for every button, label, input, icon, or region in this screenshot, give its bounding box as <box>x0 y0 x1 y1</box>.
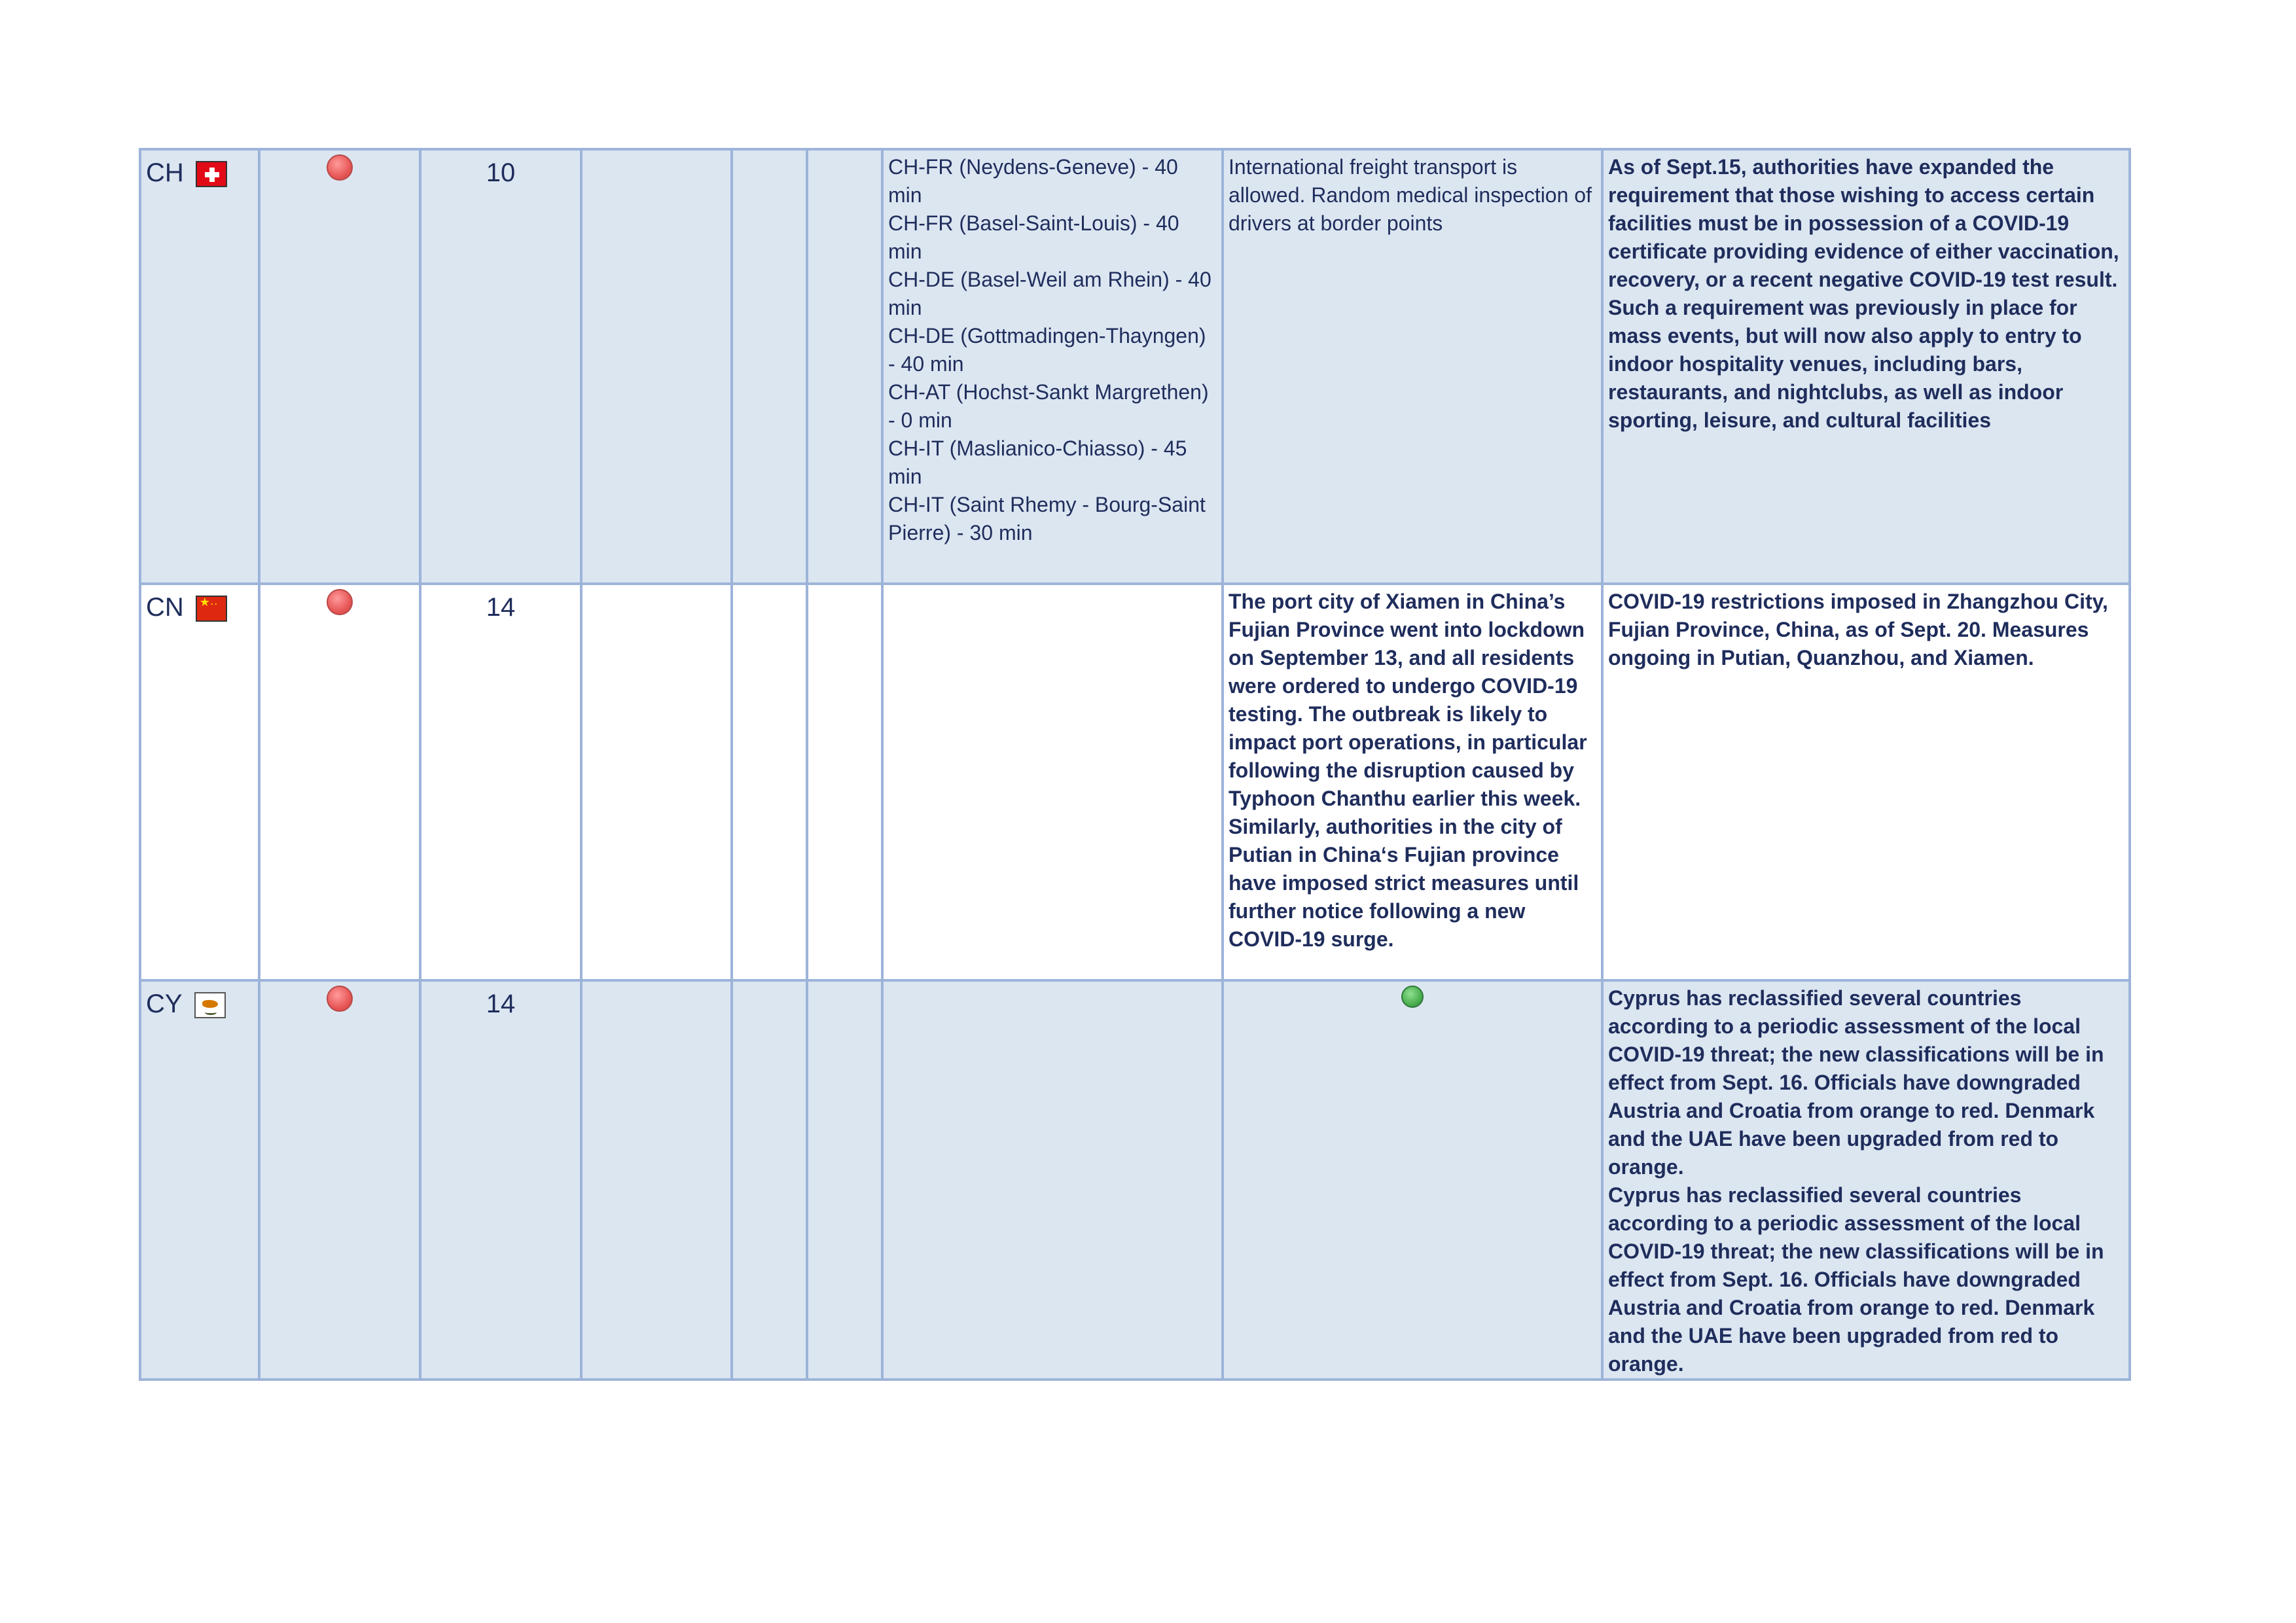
border-crossings-cell <box>882 584 1223 980</box>
freight-info-text: The port city of Xiamen in China’s Fujian Province went into lockdown on September 13, and all residents were ordered to undergo COVID-19 testing. The outbreak is likely to impact port operations, in particular following the disruption caused by Typhoon Chanthu earlier this week. Similarly, authorities in the city of Putian in China‘s Fujian province have imposed strict measures until further notice following a new COVID-19 surge. <box>1229 590 1587 951</box>
days-cell <box>420 980 581 1380</box>
news-text: Cyprus has reclassified several countries according to a periodic assessment of the local COVID-19 threat; the new classifications will be in effect from Sept. 16. Officials have downgraded Austria and Croatia from orange to red. Denmark and the UAE have been upgraded from red to orange. <box>1608 1183 2104 1376</box>
table-row <box>140 980 2130 1380</box>
empty-cell <box>581 980 732 1380</box>
empty-cell <box>732 149 807 584</box>
border-crossing-item: CH-DE (Basel-Weil am Rhein) - 40 min <box>888 268 1211 319</box>
days-value: 14 <box>486 990 516 1018</box>
freight-info-text: International freight transport is allowed. Random medical inspection of drivers at border points <box>1229 155 1592 235</box>
table-row <box>140 584 2130 980</box>
days-value: 14 <box>486 593 516 622</box>
country-cell <box>140 980 259 1380</box>
border-crossing-item: CH-FR (Basel-Saint-Louis) - 40 min <box>888 211 1179 263</box>
status-cell <box>259 584 420 980</box>
days-value: 10 <box>486 158 516 187</box>
border-crossings-cell <box>882 980 1223 1380</box>
border-crossing-item: CH-IT (Maslianico-Chiasso) - 45 min <box>888 437 1187 488</box>
country-cell <box>140 584 259 980</box>
news-text: Cyprus has reclassified several countries according to a periodic assessment of the local COVID-19 threat; the new classifications will be in effect from Sept. 16. Officials have downgraded Austria and Croatia from orange to red. Denmark and the UAE have been upgraded from red to orange. <box>1608 986 2104 1179</box>
empty-cell <box>807 980 882 1380</box>
status-cell <box>259 980 420 1380</box>
empty-cell <box>807 584 882 980</box>
news-text: As of Sept.15, authorities have expanded the requirement that those wishing to access certain facilities must be in possession of a COVID-19 certificate providing evidence of either vaccination, recovery, or a recent negative COVID-19 test result. Such a requirement was previously in place for mass events, but will now also apply to entry to indoor hospitality venues, including bars, restaurants, and nightclubs, as well as indoor sporting, leisure, and cultural facilities <box>1608 155 2119 432</box>
country-code: CY <box>146 990 183 1018</box>
country-code: CN <box>146 593 184 622</box>
empty-cell <box>581 584 732 980</box>
china-flag-icon <box>196 596 227 622</box>
border-crossing-item: CH-DE (Gottmadingen-Thayngen) - 40 min <box>888 324 1206 376</box>
country-code: CH <box>146 158 184 187</box>
status-cell <box>259 149 420 584</box>
green-status-dot-icon <box>1401 986 1424 1008</box>
days-cell <box>420 149 581 584</box>
freight-info-cell <box>1223 980 1602 1380</box>
days-cell <box>420 584 581 980</box>
red-status-dot-icon <box>327 154 353 181</box>
freight-info-cell <box>1223 584 1602 980</box>
empty-cell <box>581 149 732 584</box>
news-cell <box>1602 149 2130 584</box>
cyprus-flag-icon <box>194 992 226 1018</box>
border-crossing-item: CH-IT (Saint Rhemy - Bourg-Saint Pierre) - 30 min <box>888 493 1206 544</box>
news-cell <box>1602 584 2130 980</box>
country-cell <box>140 149 259 584</box>
news-text: COVID-19 restrictions imposed in Zhangzhou City, Fujian Province, China, as of Sept. 20. Measures ongoing in Putian, Quanzhou, and Xiamen. <box>1608 590 2108 669</box>
news-cell <box>1602 980 2130 1380</box>
freight-info-cell <box>1223 149 1602 584</box>
border-crossings-cell <box>882 149 1223 584</box>
border-crossing-item: CH-AT (Hochst-Sankt Margrethen) - 0 min <box>888 380 1209 432</box>
border-crossing-item: CH-FR (Neydens-Geneve) - 40 min <box>888 155 1178 207</box>
red-status-dot-icon <box>327 986 353 1012</box>
empty-cell <box>732 980 807 1380</box>
red-status-dot-icon <box>327 589 353 615</box>
switzerland-flag-icon <box>196 161 227 187</box>
empty-cell <box>807 149 882 584</box>
empty-cell <box>732 584 807 980</box>
table-row <box>140 149 2130 584</box>
country-measures-table <box>139 148 2131 1381</box>
